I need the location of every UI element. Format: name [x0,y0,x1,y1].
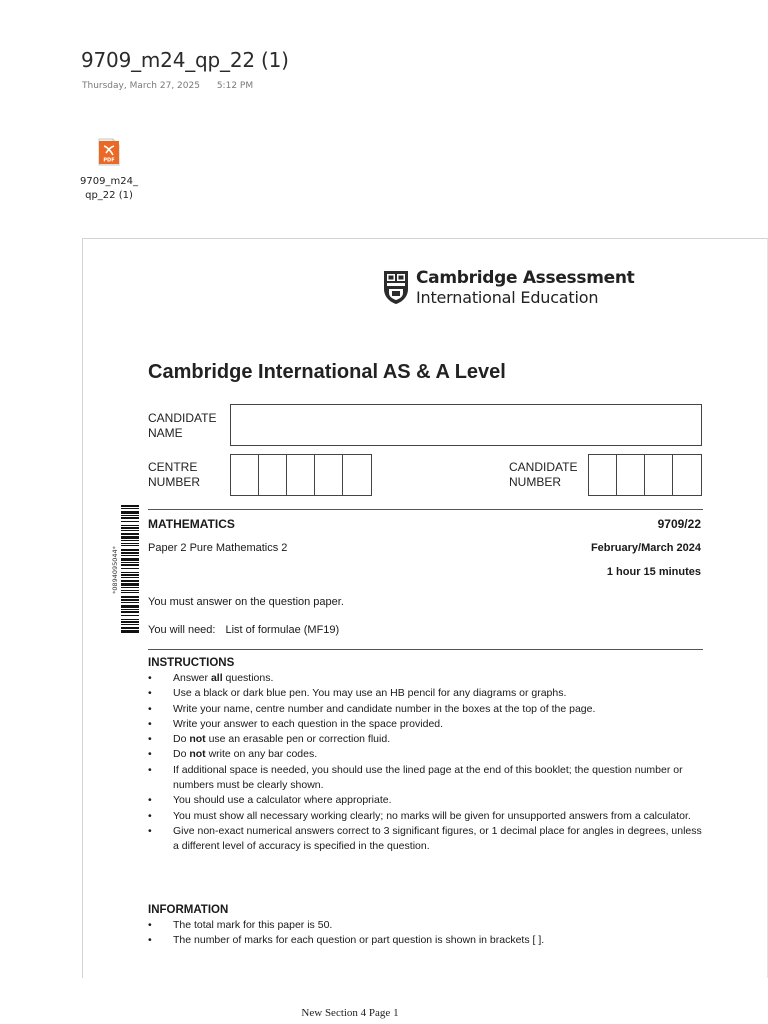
instruction-item: • Do not use an erasable pen or correction fluid. [148,732,708,747]
logo-line1: Cambridge Assessment [416,268,635,288]
qualification-title: Cambridge International AS & A Level [148,361,506,383]
you-will-need: You will need: List of formulae (MF19) [148,624,340,636]
instructions-heading: INSTRUCTIONS [148,657,235,669]
information-heading: INFORMATION [148,904,229,916]
paper-title: Paper 2 Pure Mathematics 2 [148,542,288,554]
syllabus-code: 9709/22 [657,517,701,531]
candidate-number-label: CANDIDATE NUMBER [509,460,578,489]
page-title: 9709_m24_qp_22 (1) [81,48,289,72]
divider [148,649,703,650]
pdf-file-icon [98,138,120,166]
page-date: Thursday, March 27, 2025 [82,81,200,91]
cambridge-crest-icon [382,269,410,305]
exam-duration: 1 hour 15 minutes [606,566,701,578]
page-timestamp [82,81,267,91]
instruction-item: • If additional space is needed, you should use the lined page at the end of this booklet; the question number or numbers must be clearly shown. [148,763,708,794]
pdf-badge: PDF [103,157,115,164]
exam-session: February/March 2024 [590,542,701,554]
centre-number-boxes [230,454,372,496]
instruction-item: • Use a black or dark blue pen. You may use an HB pencil for any diagrams or graphs. [148,686,708,701]
information-item: • The number of marks for each question or part question is shown in brackets [ ]. [148,933,708,948]
instructions-list [148,671,708,855]
instruction-item: • Write your answer to each question in the space provided. [148,717,708,732]
instruction-item: • Give non-exact numerical answers correct to 3 significant figures, or 1 decimal place for angles in degrees, unless a different level of accuracy is specified in the question. [148,824,708,855]
attachment-pdf[interactable] [78,138,140,203]
instruction-item: • You should use a calculator where appropriate. [148,793,708,808]
instruction-item: • Answer all questions. [148,671,708,686]
divider [148,509,703,510]
page-time: 5:12 PM [216,81,254,91]
barcode-digits: *0894095044* [111,546,119,594]
instruction-item: • Write your name, centre number and candidate number in the boxes at the top of the page. [148,702,708,717]
candidate-number-boxes [588,454,702,496]
logo-line2: International Education [416,288,599,307]
page-footer: New Section 4 Page 1 [301,1007,399,1019]
printout-page [82,238,768,978]
answer-on-paper-note: You must answer on the question paper. [148,596,344,608]
instruction-item: • You must show all necessary working clearly; no marks will be given for unsupported answers from a calculator. [148,809,708,824]
attachment-filename: 9709_m24_ qp_22 (1) [80,176,138,201]
centre-number-label: CENTRE NUMBER [148,460,201,489]
candidate-name-label: CANDIDATE NAME [148,411,217,440]
cambridge-logo [382,269,634,307]
information-item: • The total mark for this paper is 50. [148,918,708,933]
information-list [148,918,708,949]
instruction-item: • Do not write on any bar codes. [148,747,708,762]
barcode [111,503,139,637]
candidate-name-box [230,404,702,446]
subject-name: MATHEMATICS [148,517,235,531]
